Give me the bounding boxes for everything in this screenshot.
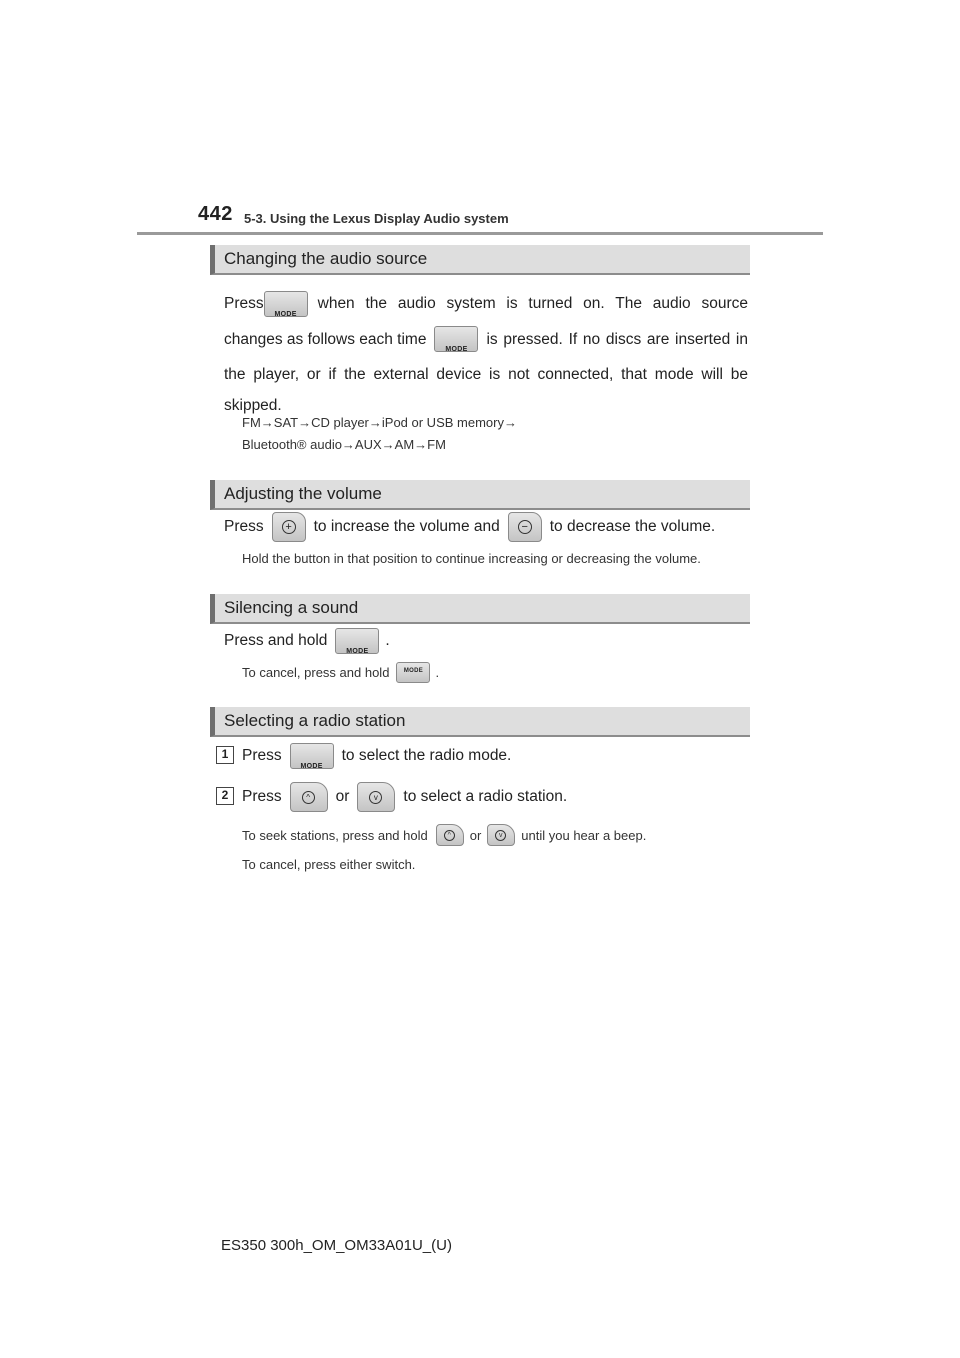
mode-button[interactable]: MODE: [434, 326, 478, 352]
silencing-paragraph: Press and hold MODE .: [224, 625, 390, 656]
seek-up-button[interactable]: [357, 782, 395, 812]
mode-button[interactable]: MODE: [396, 662, 430, 683]
chevron-up-icon: ^: [444, 830, 455, 841]
source-sequence-line1: FM→SAT→CD player→iPod or USB memory→: [242, 415, 517, 430]
mode-button[interactable]: MODE: [264, 291, 308, 317]
step-number: 1: [216, 746, 234, 764]
mode-button[interactable]: MODE: [335, 628, 379, 654]
page-header: [198, 203, 758, 233]
step-number: 2: [216, 787, 234, 805]
minus-icon: −: [518, 520, 532, 534]
mode-button[interactable]: MODE: [290, 743, 334, 769]
source-sequence-line2: Bluetooth® audio→AUX→AM→FM: [242, 437, 446, 452]
volume-down-button[interactable]: [508, 512, 542, 542]
radio-step-2: Press ^ or v to select a radio station.: [242, 780, 567, 813]
seek-down-button[interactable]: [290, 782, 328, 812]
heading-silencing: Silencing a sound: [210, 594, 750, 624]
heading-audio-source: Changing the audio source: [210, 245, 750, 275]
chevron-up-icon: ^: [302, 791, 315, 804]
header-divider: [137, 232, 823, 235]
audio-source-paragraph: Press MODE when the audio system is turned on. The audio source changes as follows each time MODE is pressed. If no discs are inserted in the player, or if the external device is not connected, that mode will be skipped.: [224, 288, 748, 421]
page-number: 442: [198, 203, 233, 225]
chevron-down-icon: v: [495, 830, 506, 841]
chevron-down-icon: v: [369, 791, 382, 804]
heading-radio: Selecting a radio station: [210, 707, 750, 737]
volume-note: Hold the button in that position to continue increasing or decreasing the volume.: [242, 551, 701, 566]
section-title: 5-3. Using the Lexus Display Audio system: [244, 211, 509, 226]
plus-icon: +: [282, 520, 296, 534]
volume-paragraph: Press + to increase the volume and − to decrease the volume.: [224, 511, 754, 542]
silencing-note: To cancel, press and hold MODE .: [242, 662, 439, 683]
radio-note-1: To seek stations, press and hold ^ or v until you hear a beep.: [242, 824, 646, 846]
document-code: ES350 300h_OM_OM33A01U_(U): [221, 1237, 452, 1254]
seek-down-button[interactable]: [436, 824, 464, 846]
radio-step-1: Press MODE to select the radio mode.: [242, 740, 511, 771]
seek-up-button[interactable]: [487, 824, 515, 846]
volume-up-button[interactable]: [272, 512, 306, 542]
radio-note-2: To cancel, press either switch.: [242, 857, 416, 872]
heading-volume: Adjusting the volume: [210, 480, 750, 510]
